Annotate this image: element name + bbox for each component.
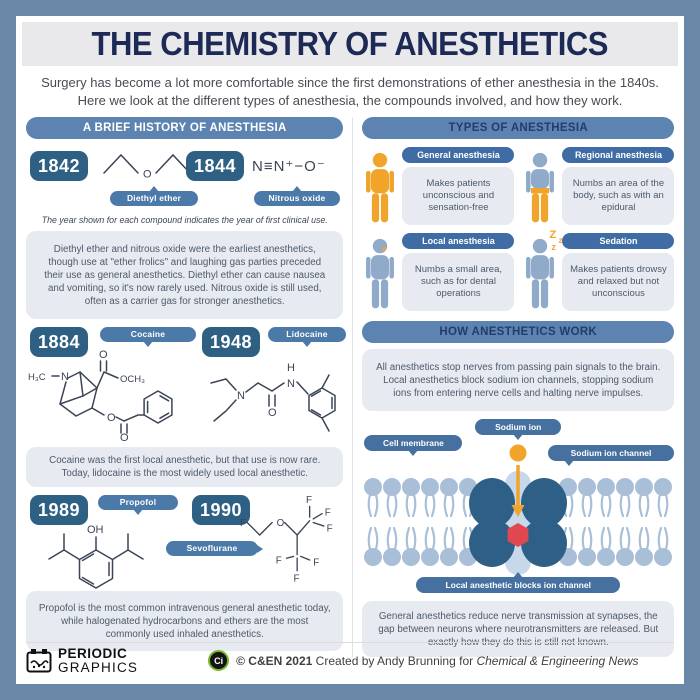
atom-label: N: [287, 378, 295, 391]
atom-label: O: [276, 518, 285, 530]
history-header: A BRIEF HISTORY OF ANESTHESIA: [26, 117, 343, 139]
atom-label: N: [237, 390, 245, 403]
cocaine-structure: [26, 349, 198, 441]
cell-membrane-label: Cell membrane: [364, 435, 462, 451]
person-orange-icon: [362, 149, 398, 227]
sleep-z-icon: z: [551, 242, 556, 253]
page-title: THE CHEMISTRY OF ANESTHETICS: [91, 25, 609, 62]
atom-label: F: [275, 555, 282, 567]
atom-label: H: [287, 362, 295, 375]
atom-label: F: [306, 494, 313, 506]
brand-bottom-text: GRAPHICS: [58, 659, 139, 675]
year-badge-1989: 1989: [30, 495, 88, 525]
atom-label: N: [61, 371, 69, 384]
atom-label: F: [240, 518, 246, 530]
history-info-box-2: Cocaine was the first local anesthetic, but that use is now rare. Today, lidocaine is the most widely used local anesthetic.: [26, 447, 343, 487]
sleep-z-icon: Z: [549, 229, 557, 242]
how-info-box-1: All anesthetics stop nerves from passing pain signals to the brain. Local anesthetics block sodium ion channels, stopping sodium ions from entering nerve cells and halting nerve impulses.: [362, 349, 674, 411]
column-divider: [352, 117, 353, 657]
sleep-z-icon: z: [558, 236, 563, 246]
type-label-general: General anesthesia: [402, 147, 514, 163]
type-label-regional: Regional anesthesia: [562, 147, 674, 163]
membrane-diagram: [362, 419, 674, 593]
columns: [16, 113, 684, 657]
history-info-box-3: Propofol is the most common intravenous general anesthetic today, while halogenated hydrocarbons and ethers are the most commonly used inhaled anesthetics.: [26, 591, 343, 651]
periodic-graphics-logo: [26, 647, 138, 674]
compound-label-diethyl-ether: Diethyl ether: [110, 191, 198, 206]
type-card-general: [362, 147, 514, 229]
type-desc-general: Makes patients unconscious and sensation-free: [402, 167, 514, 225]
type-label-local: Local anesthesia: [402, 233, 514, 249]
type-label-sedation: Sedation: [562, 233, 674, 249]
brand-top-text: PERIODIC: [58, 646, 128, 661]
year-badge-1884: 1884: [30, 327, 88, 357]
compound-label-sevoflurane: Sevoflurane: [166, 541, 258, 556]
nitrous-oxide-structure: N≡N⁺−O⁻: [252, 158, 326, 176]
diethyl-ether-structure: [100, 145, 200, 187]
lidocaine-structure: [202, 349, 350, 441]
credit-line: [208, 650, 638, 671]
atom-label: O: [120, 432, 129, 442]
blocked-channel-label: Local anesthetic blocks ion channel: [416, 577, 620, 593]
history-section: [26, 117, 343, 657]
history-info-box-1: Diethyl ether and nitrous oxide were the earliest anesthetics, though use at "ether frolics" and laughing gas parties preceded their use as general anesthetics. Diethyl ether can cause nausea and vomiting, so it's now rarely used. Nitrous oxide is still used, often as a carrier gas for stronger anesthetics.: [26, 231, 343, 319]
credit-copyright: © C&EN 2021: [236, 653, 313, 668]
year-badge-1844: 1844: [186, 151, 244, 181]
how-info-box-2: General anesthetics reduce nerve transmission at synapses, the gap between neurons where neurotransmitters are released. But exactly how they do this is still not known.: [362, 601, 674, 657]
type-desc-regional: Numbs an area of the body, such as with an epidural: [562, 167, 674, 225]
atom-label: F: [293, 573, 300, 585]
compound-label-cocaine: Cocaine: [100, 327, 196, 342]
calendar-flask-icon: [26, 648, 53, 674]
person-local-dot-icon: [362, 235, 398, 313]
atom-label: O: [99, 349, 108, 362]
title-band: [22, 22, 678, 66]
atom-label: F: [313, 557, 320, 569]
type-desc-local: Numbs a small area, such as for dental operations: [402, 253, 514, 311]
clinical-use-note: The year shown for each compound indicates the year of first clinical use.: [41, 215, 328, 226]
atom-label: O: [143, 168, 152, 181]
year-badge-1948: 1948: [202, 327, 260, 357]
type-card-sedation: [522, 229, 674, 315]
intro-paragraph: Surgery has become a lot more comfortable since the first demonstrations of ether anesthesia in the 1840s. Here we look at the different types of anesthesia, the compounds involved, and how they work.: [41, 75, 659, 108]
infographic-card: [16, 16, 684, 684]
right-column: [362, 117, 674, 657]
credit-text: [236, 654, 638, 668]
type-card-regional: [522, 147, 674, 229]
compound-interest-logo: Ci: [208, 650, 229, 671]
sodium-ion-label: Sodium ion: [475, 419, 561, 435]
compound-label-lidocaine: Lidocaine: [268, 327, 346, 342]
atom-label: F: [324, 507, 331, 519]
type-desc-sedation: Makes patients drowsy and relaxed but not unconscious: [562, 253, 674, 311]
credit-source: Chemical & Engineering News: [476, 653, 639, 668]
compound-label-nitrous-oxide: Nitrous oxide: [254, 191, 340, 206]
sodium-ion-channel-label: Sodium ion channel: [548, 445, 674, 461]
person-half-orange-icon: [522, 149, 558, 227]
how-header: HOW ANESTHETICS WORK: [362, 321, 674, 343]
compound-label-propofol: Propofol: [98, 495, 178, 510]
sodium-ion-dot: [510, 445, 527, 462]
types-header: TYPES OF ANESTHESIA: [362, 117, 674, 139]
type-card-local: [362, 233, 514, 315]
year-badge-1990: 1990: [192, 495, 250, 525]
footer: [26, 642, 674, 678]
atom-label: F: [326, 523, 333, 535]
atom-label: O: [268, 407, 277, 420]
atom-label: OCH₃: [120, 374, 145, 386]
credit-middle: Created by Andy Brunning for: [312, 653, 477, 668]
year-badge-1842: 1842: [30, 151, 88, 181]
atom-label: OH: [87, 524, 104, 537]
atom-label: H₃C: [28, 372, 46, 384]
sevoflurane-structure: [232, 485, 348, 585]
atom-label: O: [107, 412, 116, 425]
